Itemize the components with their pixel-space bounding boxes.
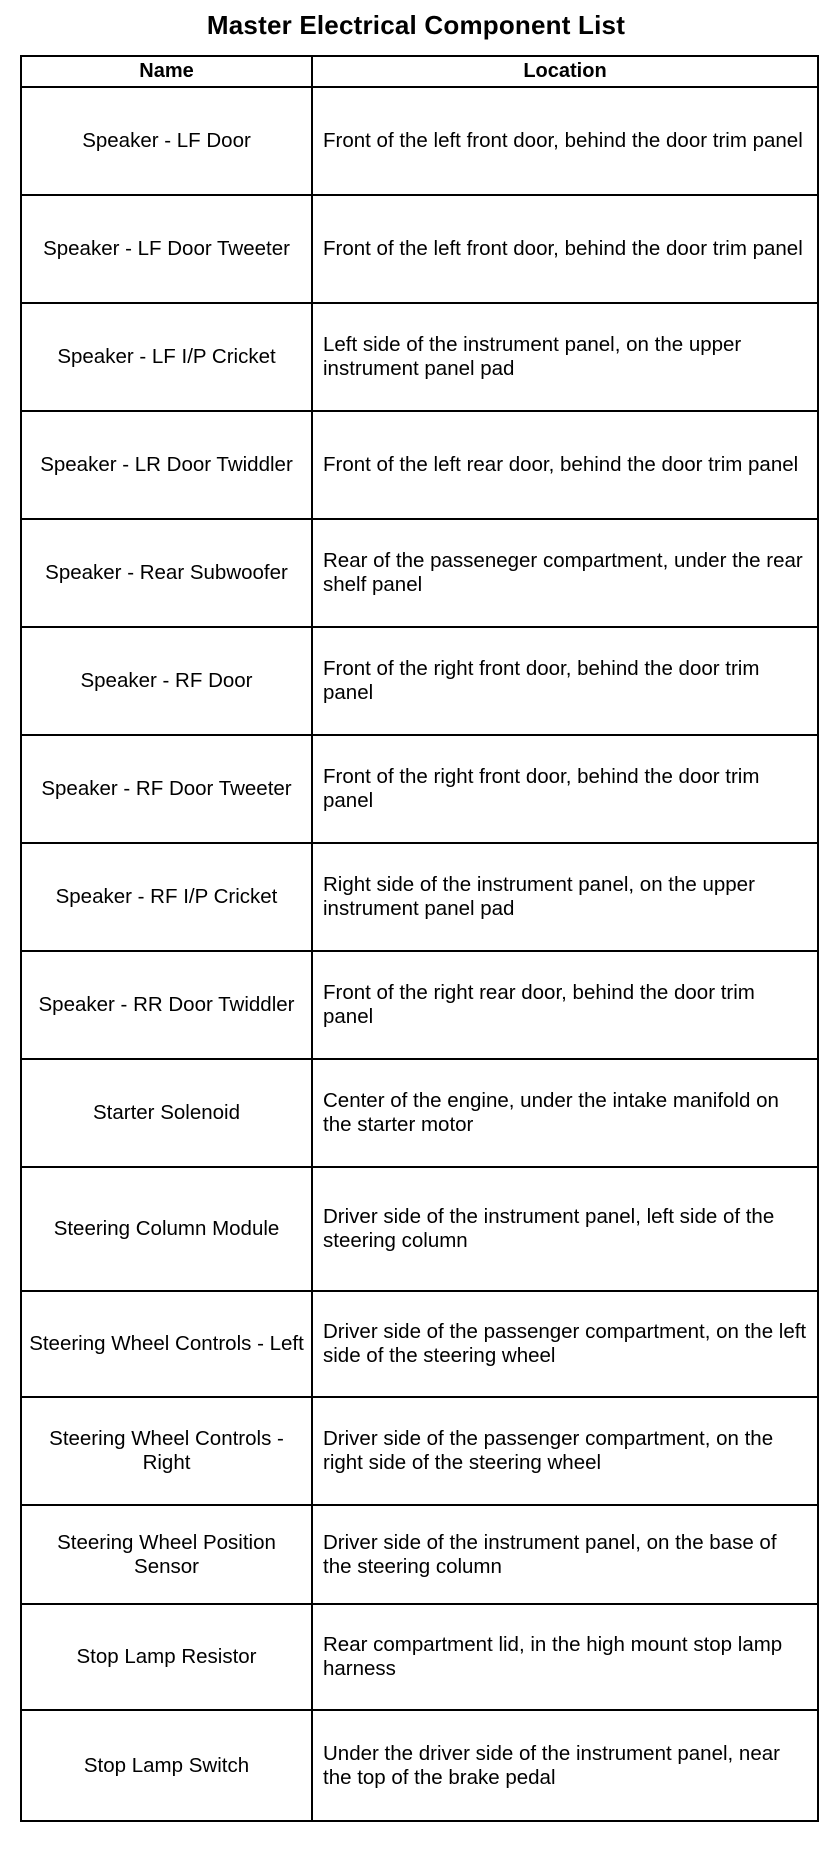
component-name: Steering Wheel Controls - Right (21, 1397, 312, 1505)
component-name: Speaker - LF Door Tweeter (21, 195, 312, 303)
component-table (20, 55, 819, 1822)
component-name: Steering Wheel Position Sensor (21, 1505, 312, 1604)
component-location: Driver side of the instrument panel, on the base of the steering column (312, 1505, 818, 1604)
component-location: Front of the left front door, behind the door trim panel (312, 195, 818, 303)
component-name: Speaker - LF Door (21, 87, 312, 195)
component-location: Rear of the passeneger compartment, under the rear shelf panel (312, 519, 818, 627)
table-row (21, 627, 818, 735)
component-location: Front of the right front door, behind the door trim panel (312, 627, 818, 735)
component-name: Speaker - Rear Subwoofer (21, 519, 312, 627)
page-title: Master Electrical Component List (206, 10, 626, 40)
table-row (21, 1604, 818, 1710)
table-row (21, 843, 818, 951)
component-name: Stop Lamp Switch (21, 1710, 312, 1821)
component-name: Steering Column Module (21, 1167, 312, 1291)
table-row (21, 519, 818, 627)
table-row (21, 1710, 818, 1821)
component-location: Front of the left rear door, behind the door trim panel (312, 411, 818, 519)
column-header-location: Location (312, 56, 818, 87)
component-name: Speaker - RR Door Twiddler (21, 951, 312, 1059)
component-name: Speaker - RF Door (21, 627, 312, 735)
table-row (21, 1397, 818, 1505)
component-name: Speaker - LF I/P Cricket (21, 303, 312, 411)
column-header-name: Name (21, 56, 312, 87)
component-location: Driver side of the passenger compartment, on the left side of the steering wheel (312, 1291, 818, 1397)
component-location: Under the driver side of the instrument panel, near the top of the brake pedal (312, 1710, 818, 1821)
table-row (21, 1291, 818, 1397)
component-location: Left side of the instrument panel, on the upper instrument panel pad (312, 303, 818, 411)
table-row (21, 303, 818, 411)
table-row (21, 195, 818, 303)
table-row (21, 1167, 818, 1291)
table-row (21, 735, 818, 843)
table-row (21, 951, 818, 1059)
component-name: Speaker - RF I/P Cricket (21, 843, 312, 951)
component-location: Rear compartment lid, in the high mount stop lamp harness (312, 1604, 818, 1710)
component-location: Driver side of the passenger compartment, on the right side of the steering wheel (312, 1397, 818, 1505)
table-row (21, 1505, 818, 1604)
component-location: Driver side of the instrument panel, left side of the steering column (312, 1167, 818, 1291)
component-name: Speaker - RF Door Tweeter (21, 735, 312, 843)
header-row (21, 56, 818, 87)
component-name: Starter Solenoid (21, 1059, 312, 1167)
table-row (21, 411, 818, 519)
component-location: Front of the left front door, behind the door trim panel (312, 87, 818, 195)
table-row (21, 1059, 818, 1167)
component-location: Center of the engine, under the intake manifold on the starter motor (312, 1059, 818, 1167)
component-location: Front of the right rear door, behind the door trim panel (312, 951, 818, 1059)
component-name: Steering Wheel Controls - Left (21, 1291, 312, 1397)
table-row (21, 87, 818, 195)
component-location: Front of the right front door, behind the door trim panel (312, 735, 818, 843)
component-location: Right side of the instrument panel, on the upper instrument panel pad (312, 843, 818, 951)
component-name: Stop Lamp Resistor (21, 1604, 312, 1710)
component-name: Speaker - LR Door Twiddler (21, 411, 312, 519)
